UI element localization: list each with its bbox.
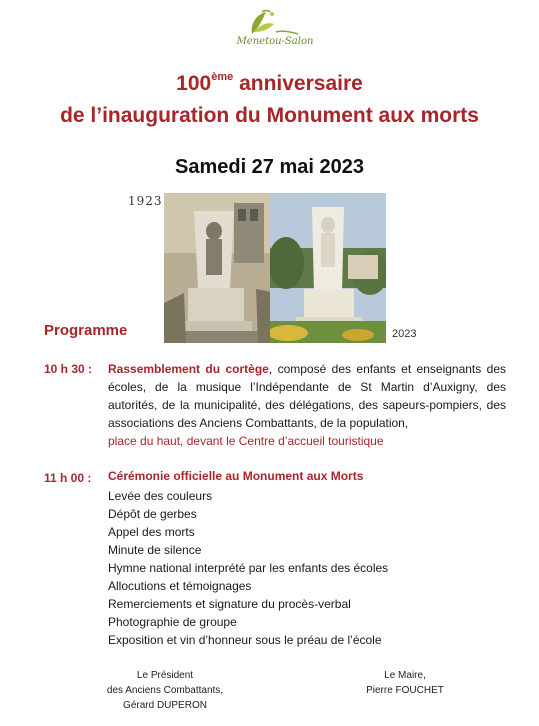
first-item-block [108,360,506,450]
photo-monument-1923 [164,193,278,343]
title-line-2: de l’inauguration du Monument aux morts [60,104,479,127]
signature-line: Pierre FOUCHET [366,685,444,696]
first-item-title: Rassemblement du cortège [108,362,269,376]
list-item: Appel des morts [108,525,195,539]
list-item: Levée des couleurs [108,489,213,503]
event-date: Samedi 27 mai 2023 [174,156,364,178]
list-item: Hymne national interprété par les enfants des écoles [108,561,389,575]
signature-line: des Anciens Combattants, [106,685,224,696]
ceremony-list [108,487,388,649]
title-rest: anniversaire [233,72,363,95]
signature-line: Gérard DUPERON [123,700,207,711]
first-item-place: place du haut, devant le Centre d’accueil touristique [108,434,384,448]
list-item: Exposition et vin d’honneur sous le préau de l’école [108,633,382,647]
programme-heading: Programme [44,322,128,339]
list-item: Photographie de groupe [108,615,237,629]
time-first: 10 h 30 : [44,362,93,376]
signature-line: Le Maire, [384,670,426,681]
photo-year-new: 2023 [392,328,417,340]
time-second: 11 h 00 : [44,471,92,485]
signature-president [90,668,240,713]
signature-mayor [350,668,460,698]
signature-line: Le Président [136,670,194,681]
photo-year-old: 1923 [128,194,163,208]
list-item: Dépôt de gerbes [108,507,197,521]
list-item: Allocutions et témoignages [108,579,252,593]
list-item: Minute de silence [108,543,202,557]
title-number: 100 [176,72,212,95]
logo-text: Menetou-Salon [236,36,314,47]
list-item: Remerciements et signature du procès-verbal [108,597,351,611]
leaf-logo-icon [232,8,318,38]
second-item-title: Cérémonie officielle au Monument aux Morts [108,469,364,483]
title-superscript: ème [211,71,234,83]
logo [232,8,318,56]
first-item-text: , composé des enfants et enseignants des écoles, de la musique l’Indépendante de St Martin d’Auxigny, des autorités, de la municipalité, des délégations, des sapeurs-pompiers, des associations des Anciens Combattants, de la population, [108,362,507,430]
title-line-1 [0,72,539,96]
photo-monument-2023 [270,193,386,343]
